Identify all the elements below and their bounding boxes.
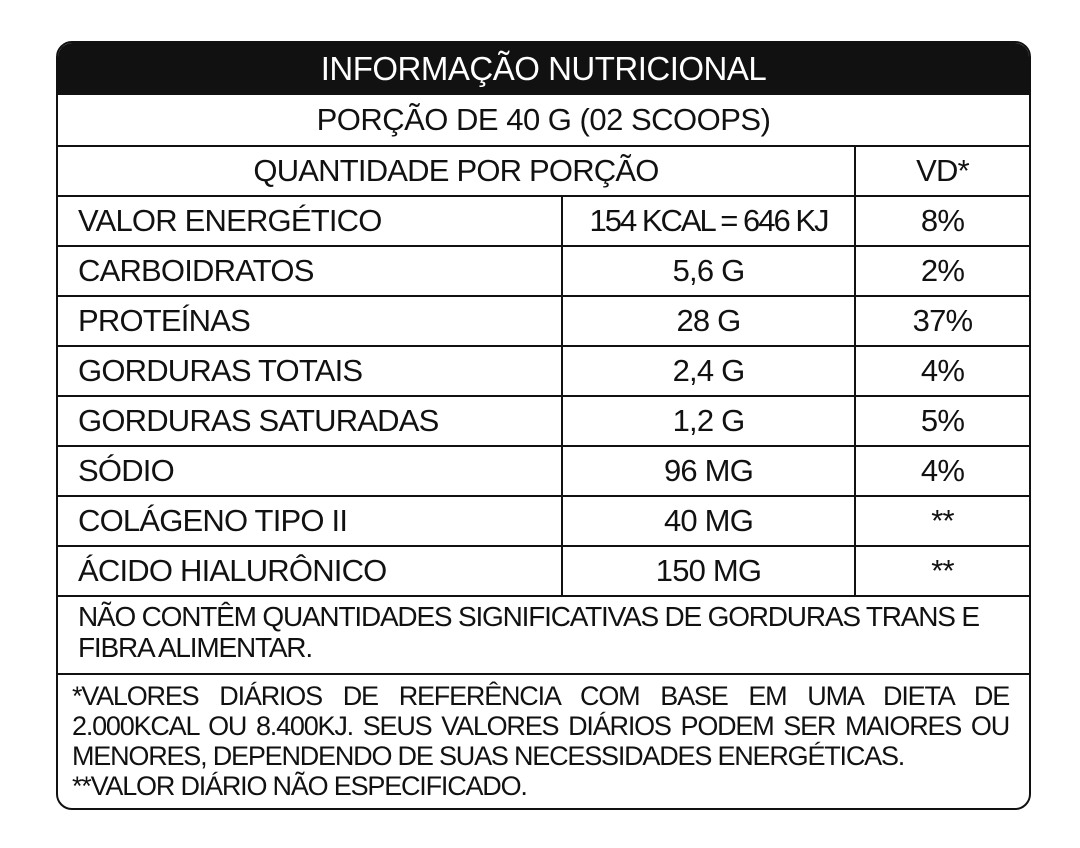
nutrient-amount: 5,6 G [563, 247, 856, 295]
footnotes [58, 675, 1029, 801]
nutrient-amount: 28 G [563, 297, 856, 345]
nutrient-amount: 2,4 G [563, 347, 856, 395]
nutrient-name: PROTEÍNAS [58, 297, 563, 345]
nutrient-vd: 4% [920, 453, 965, 488]
nutrient-name: ÁCIDO HIALURÔNICO [58, 547, 563, 595]
nutrient-vd: ** [931, 553, 954, 588]
table-row [58, 447, 1029, 497]
table-row [58, 297, 1029, 347]
trans-fat-note: NÃO CONTÊM QUANTIDADES SIGNIFICATIVAS DE GORDURAS TRANS E FIBRA ALIMENTAR. [58, 597, 1029, 675]
table-row [58, 347, 1029, 397]
table-row [58, 547, 1029, 597]
nutrient-name: GORDURAS TOTAIS [58, 347, 563, 395]
nutrient-amount: 40 MG [563, 497, 856, 545]
nutrient-amount: 150 MG [563, 547, 856, 595]
nutrition-facts-table [56, 41, 1031, 810]
nutrient-vd: ** [931, 503, 954, 538]
nutrient-vd: 4% [920, 353, 965, 388]
vd-header: VD* [916, 153, 969, 188]
nutrient-name: VALOR ENERGÉTICO [58, 197, 563, 245]
portion-size: PORÇÃO DE 40 G (02 SCOOPS) [58, 95, 1029, 147]
header-row [58, 147, 1029, 197]
nutrient-name: COLÁGENO TIPO II [58, 497, 563, 545]
unspecified-footnote: **VALOR DIÁRIO NÃO ESPECIFICADO. [72, 771, 527, 801]
nutrient-vd: 8% [920, 203, 965, 238]
nutrient-vd: 2% [920, 253, 965, 288]
nutrient-amount: 154 KCAL = 646 KJ [563, 197, 856, 245]
daily-value-footnote: *VALORES DIÁRIOS DE REFERÊNCIA COM BASE EM UMA DIETA DE 2.000KCAL OU 8.400KJ. SEUS VALORES DIÁRIOS PODEM SER MAIORES OU MENORES, DEPENDENDO DE SUAS NECESSIDADES ENERGÉTICAS. [72, 681, 1009, 771]
nutrient-vd: 5% [920, 403, 965, 438]
nutrient-vd: 37% [912, 303, 973, 338]
quantity-header: QUANTIDADE POR PORÇÃO [58, 147, 856, 195]
nutrient-amount: 1,2 G [563, 397, 856, 445]
table-row [58, 497, 1029, 547]
nutrient-name: CARBOIDRATOS [58, 247, 563, 295]
table-row [58, 197, 1029, 247]
table-row [58, 247, 1029, 297]
nutrient-amount: 96 MG [563, 447, 856, 495]
nutrient-name: SÓDIO [58, 447, 563, 495]
table-title: INFORMAÇÃO NUTRICIONAL [58, 43, 1029, 95]
nutrient-name: GORDURAS SATURADAS [58, 397, 563, 445]
table-row [58, 397, 1029, 447]
